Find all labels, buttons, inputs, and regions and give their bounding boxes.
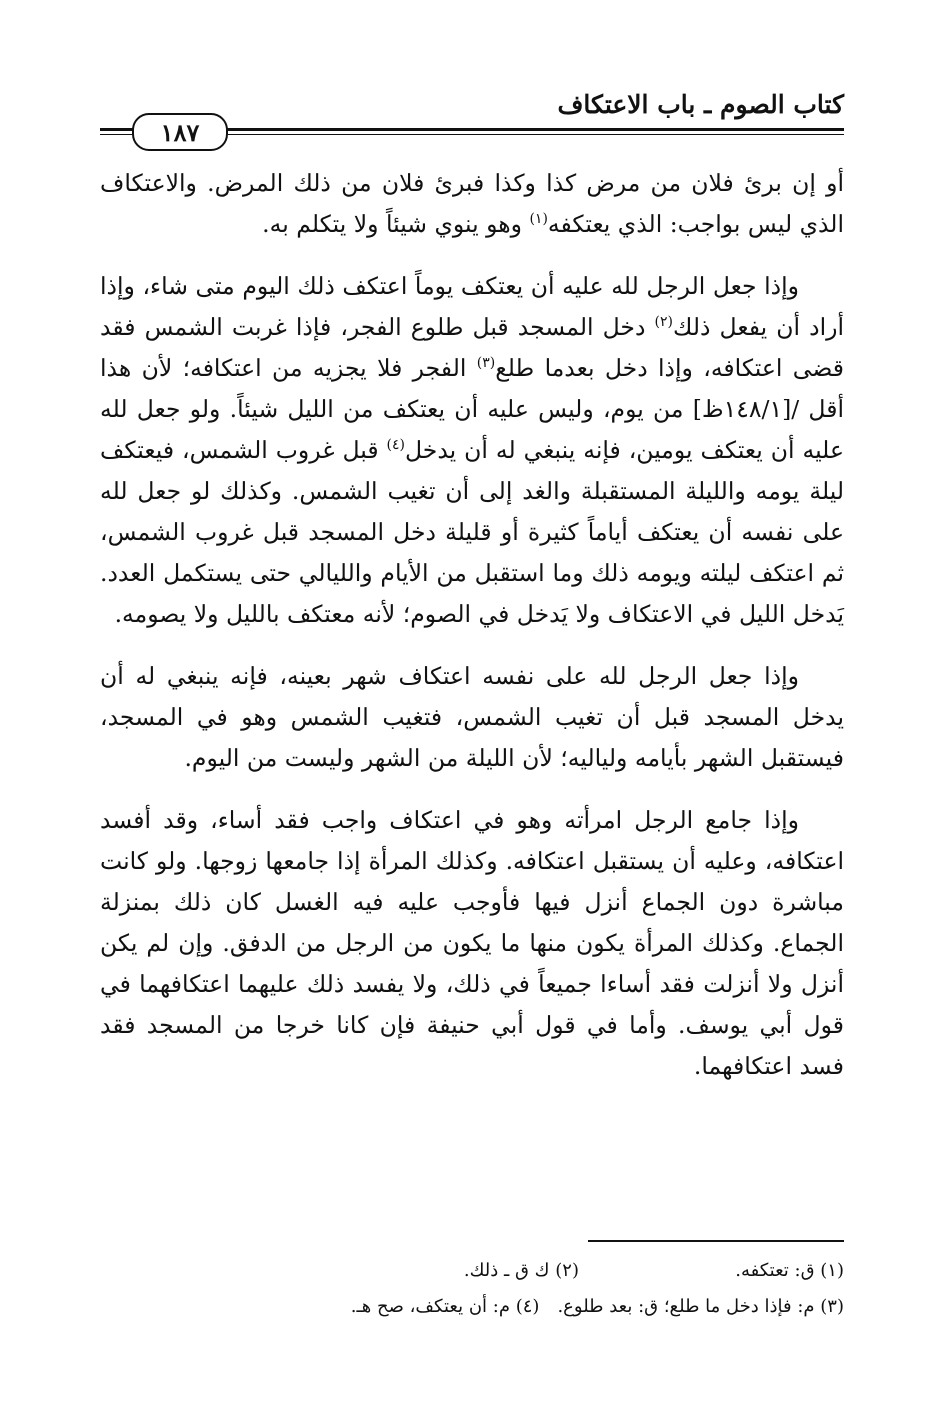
paragraph xyxy=(100,266,844,635)
footnote xyxy=(579,1253,844,1289)
footnote-marker: (٢) xyxy=(654,314,674,331)
footnote-marker: (١) xyxy=(529,211,548,228)
page-number: ١٨٧ xyxy=(132,113,228,151)
footnote-marker: (٣) xyxy=(476,355,496,372)
paragraph-text: وهو ينوي شيئاً ولا يتكلم به. xyxy=(262,210,530,238)
footnote-number: (٣) xyxy=(820,1296,844,1317)
footnote-text: ك ق ـ ذلك. xyxy=(463,1260,550,1281)
main-text xyxy=(100,163,844,1108)
footnote-separator xyxy=(588,1240,844,1242)
footnote-text: م: أن يعتكف، صح هـ. xyxy=(350,1296,510,1317)
footnote-text: ق: تعتكفه. xyxy=(735,1260,815,1281)
footnote-number: (٢) xyxy=(555,1260,579,1281)
paragraph xyxy=(100,656,844,779)
paragraph xyxy=(100,800,844,1087)
footnote xyxy=(464,1253,579,1289)
footnote-row xyxy=(100,1289,844,1325)
footnote-marker: (٤) xyxy=(386,437,405,454)
running-header xyxy=(100,88,844,148)
footnote xyxy=(557,1289,844,1325)
footnote-row xyxy=(100,1253,844,1289)
paragraph-text: أو إن برئ فلان من مرض كذا وكذا فبرئ فلان من ذلك المرض. والاعتكاف الذي ليس بواجب: الذي يعتكفه xyxy=(100,169,844,238)
paragraph-text: قبل غروب الشمس، فيعتكف ليلة يومه والليلة المستقبلة والغد إلى أن تغيب الشمس. وكذلك لو جعل لله على نفسه أن يعتكف أياماً كثيرة أو قليلة دخل المسجد قبل غروب الشمس، ثم اعتكف ليلته ويومه ذلك وما استقبل من الأيام والليالي حتى يستكمل العدد. يَدخل الليل في الاعتكاف ولا يَدخل في الصوم؛ لأنه معتكف بالليل ولا يصومه. xyxy=(100,436,844,628)
paragraph-text: وإذا جعل الرجل لله على نفسه اعتكاف شهر بعينه، فإنه ينبغي له أن يدخل المسجد قبل أن تغيب الشمس، فتغيب الشمس وهو في المسجد، فيستقبل الشهر بأيامه ولياليه؛ لأن الليلة من الشهر وليست من اليوم. xyxy=(100,662,844,772)
footnote xyxy=(351,1289,540,1325)
header-title: كتاب الصوم ـ باب الاعتكاف xyxy=(557,90,844,119)
paragraph-text: وإذا جامع الرجل امرأته وهو في اعتكاف واجب فقد أساء، وقد أفسد اعتكافه، وعليه أن يستقبل اعتكافه. وكذلك المرأة إذا جامعها زوجها. ولو كانت مباشرة دون الجماع أنزل فيها فأوجب عليه فيه الغسل كان ذلك بمنزلة الجماع. وكذلك المرأة يكون منها ما يكون من الرجل من الدفق. وإن لم يكن أنزل ولا أنزلت فقد أساءا جميعاً في ذلك، ولا يفسد ذلك عليهما اعتكافهما في قول أبي يوسف. وأما في قول أبي حنيفة فإن كانا خرجا من المسجد فقد فسد اعتكافهما. xyxy=(100,806,844,1080)
paragraph xyxy=(100,163,844,245)
footnote-number: (١) xyxy=(820,1260,844,1281)
footnotes xyxy=(100,1253,844,1325)
footnote-number: (٤) xyxy=(515,1296,540,1317)
paragraph-text: وإذا جعل الرجل لله عليه أن يعتكف يوماً اعتكف ذلك اليوم متى شاء، وإذا أراد أن يفعل ذلك xyxy=(100,272,845,341)
paragraph-text: الفجر فلا يجزيه من اعتكافه؛ لأن هذا أقل /[١٤٨/١ظ] من يوم، وليس عليه أن يعتكف من الليل شيئاً. ولو جعل لله عليه أن يعتكف يومين، فإنه ينبغي له أن يدخل xyxy=(100,354,844,464)
paragraph-text: دخل المسجد قبل طلوع الفجر، فإذا غربت الشمس فقد قضى اعتكافه، وإذا دخل بعدما طلع xyxy=(100,313,844,382)
footnote-text: م: فإذا دخل ما طلع؛ ق: بعد طلوع. xyxy=(557,1296,815,1317)
